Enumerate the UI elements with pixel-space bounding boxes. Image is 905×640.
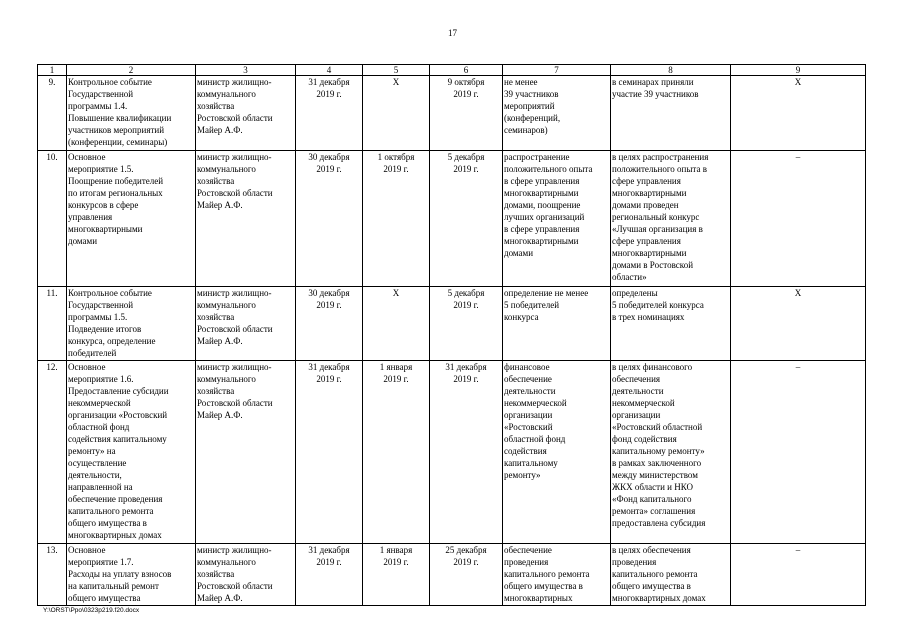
column-header: 7 (503, 65, 611, 76)
start-date: 1 октября 2019 г. (363, 151, 430, 287)
end-date: 31 декабря 2019 г. (430, 361, 503, 544)
column-header: 8 (611, 65, 731, 76)
reason: – (731, 544, 866, 606)
responsible: министр жилищно- коммунального хозяйства Ростовской области Майер А.Ф. (196, 361, 296, 544)
table-row (38, 151, 866, 287)
row-number: 13. (38, 544, 67, 606)
end-date: 25 декабря 2019 г. (430, 544, 503, 606)
column-header: 5 (363, 65, 430, 76)
plan-date: 31 декабря 2019 г. (296, 361, 363, 544)
file-path-footer: Y:\ORST\Ppo\0323p219.f20.docx (43, 607, 140, 614)
table-row (38, 76, 866, 151)
responsible: министр жилищно- коммунального хозяйства Ростовской области Майер А.Ф. (196, 76, 296, 151)
planned-result: финансовое обеспечение деятельности некоммерческой организации «Ростовский областной фонд содействия капитальному ремонту» (503, 361, 611, 544)
start-date: X (363, 287, 430, 361)
column-header: 3 (196, 65, 296, 76)
plan-date: 30 декабря 2019 г. (296, 287, 363, 361)
column-header: 1 (38, 65, 67, 76)
planned-result: определение не менее 5 победителей конкурса (503, 287, 611, 361)
event-name: Контрольное событие Государственной программы 1.5. Подведение итогов конкурса, определение победителей (67, 287, 196, 361)
event-name: Контрольное событие Государственной программы 1.4. Повышение квалификации участников мероприятий (конференции, семинары) (67, 76, 196, 151)
row-number: 9. (38, 76, 67, 151)
responsible: министр жилищно- коммунального хозяйства Ростовской области Майер А.Ф. (196, 287, 296, 361)
actual-result: в семинарах приняли участие 39 участников (611, 76, 731, 151)
row-number: 10. (38, 151, 67, 287)
reason: – (731, 151, 866, 287)
plan-date: 30 декабря 2019 г. (296, 151, 363, 287)
column-header: 4 (296, 65, 363, 76)
start-date: 1 января 2019 г. (363, 361, 430, 544)
event-name: Основное мероприятие 1.7. Расходы на уплату взносов на капитальный ремонт общего имущества (67, 544, 196, 606)
planned-result: распространение положительного опыта в сфере управления многоквартирными домами, поощрение лучших организаций в сфере управления многоквартирными домами (503, 151, 611, 287)
start-date: 1 января 2019 г. (363, 544, 430, 606)
row-number: 12. (38, 361, 67, 544)
column-header: 2 (67, 65, 196, 76)
page-number: 17 (448, 28, 457, 38)
start-date: X (363, 76, 430, 151)
column-header: 6 (430, 65, 503, 76)
end-date: 9 октября 2019 г. (430, 76, 503, 151)
column-header: 9 (731, 65, 866, 76)
report-table (37, 64, 866, 606)
responsible: министр жилищно- коммунального хозяйства Ростовской области Майер А.Ф. (196, 151, 296, 287)
end-date: 5 декабря 2019 г. (430, 287, 503, 361)
actual-result: определены 5 победителей конкурса в трех номинациях (611, 287, 731, 361)
row-number: 11. (38, 287, 67, 361)
table-row (38, 544, 866, 606)
header-row (38, 65, 866, 76)
plan-date: 31 декабря 2019 г. (296, 76, 363, 151)
actual-result: в целях распространения положительного опыта в сфере управления многоквартирными домами проведен региональный конкурс «Лучшая организация в сфере управления многоквартирными домами в Ростовской области» (611, 151, 731, 287)
reason: X (731, 76, 866, 151)
table-row (38, 361, 866, 544)
table-row (38, 287, 866, 361)
actual-result: в целях обеспечения проведения капитального ремонта общего имущества в многоквартирных домах (611, 544, 731, 606)
reason: – (731, 361, 866, 544)
planned-result: обеспечение проведения капитального ремонта общего имущества в многоквартирных (503, 544, 611, 606)
plan-date: 31 декабря 2019 г. (296, 544, 363, 606)
end-date: 5 декабря 2019 г. (430, 151, 503, 287)
planned-result: не менее 39 участников мероприятий (конференций, семинаров) (503, 76, 611, 151)
responsible: министр жилищно- коммунального хозяйства Ростовской области Майер А.Ф. (196, 544, 296, 606)
event-name: Основное мероприятие 1.5. Поощрение победителей по итогам региональных конкурсов в сфере управления многоквартирными домами (67, 151, 196, 287)
reason: X (731, 287, 866, 361)
actual-result: в целях финансового обеспечения деятельности некоммерческой организации «Ростовский областной фонд содействия капитальному ремонту» в рамках заключенного между министерством ЖКХ области и НКО «Фонд капитального ремонта» соглашения предоставлена субсидия (611, 361, 731, 544)
event-name: Основное мероприятие 1.6. Предоставление субсидии некоммерческой организации «Ростовский областной фонд содействия капитальному ремонту» на осуществление деятельности, направленной на обеспечение проведения капитального ремонта общего имущества в многоквартирных домах (67, 361, 196, 544)
